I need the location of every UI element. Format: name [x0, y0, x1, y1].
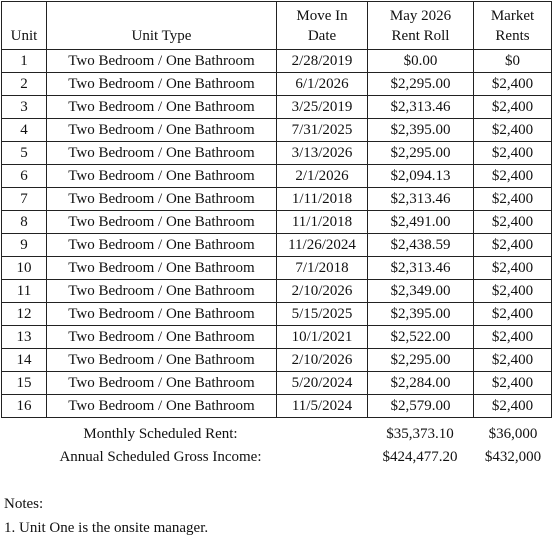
cell-unit: 2	[2, 73, 47, 96]
table-row	[2, 234, 552, 257]
cell-market-rent: $2,400	[474, 96, 552, 119]
header-rent-roll-line2: Rent Roll	[391, 27, 450, 44]
cell-unit: 12	[2, 303, 47, 326]
cell-unit: 6	[2, 165, 47, 188]
annual-market-total: $432,000	[484, 449, 542, 465]
cell-move-in-date: 2/1/2026	[277, 165, 368, 188]
summary-section	[0, 424, 552, 470]
cell-move-in-date: 5/20/2024	[277, 372, 368, 395]
cell-unit-type: Two Bedroom / One Bathroom	[47, 326, 277, 349]
cell-market-rent: $2,400	[474, 142, 552, 165]
table-row	[2, 303, 552, 326]
header-market-rents	[474, 2, 552, 50]
cell-unit-type: Two Bedroom / One Bathroom	[47, 188, 277, 211]
table-row	[2, 142, 552, 165]
cell-unit: 15	[2, 372, 47, 395]
cell-unit-type: Two Bedroom / One Bathroom	[47, 96, 277, 119]
annual-label: Annual Scheduled Gross Income:	[59, 449, 262, 465]
cell-market-rent: $2,400	[474, 349, 552, 372]
cell-rent-roll: $2,313.46	[368, 96, 474, 119]
notes-section	[4, 494, 208, 538]
cell-market-rent: $0	[474, 50, 552, 73]
notes-heading: Notes:	[4, 496, 44, 512]
table-row	[2, 372, 552, 395]
cell-market-rent: $2,400	[474, 234, 552, 257]
header-move-in-date	[277, 2, 368, 50]
monthly-market-total: $36,000	[488, 426, 538, 442]
header-move-in-line2: Date	[307, 27, 337, 44]
cell-market-rent: $2,400	[474, 73, 552, 96]
annual-rent-roll-total: $424,477.20	[382, 449, 458, 465]
monthly-rent-roll-total: $35,373.10	[386, 426, 454, 442]
header-rent-roll	[368, 2, 474, 50]
cell-rent-roll: $2,349.00	[368, 280, 474, 303]
cell-unit-type: Two Bedroom / One Bathroom	[47, 372, 277, 395]
cell-market-rent: $2,400	[474, 211, 552, 234]
cell-unit: 16	[2, 395, 47, 418]
cell-unit: 14	[2, 349, 47, 372]
cell-rent-roll: $2,284.00	[368, 372, 474, 395]
table-row	[2, 96, 552, 119]
cell-unit: 7	[2, 188, 47, 211]
cell-market-rent: $2,400	[474, 326, 552, 349]
cell-rent-roll: $0.00	[368, 50, 474, 73]
table-row	[2, 165, 552, 188]
cell-move-in-date: 11/26/2024	[277, 234, 368, 257]
table-row	[2, 280, 552, 303]
cell-unit-type: Two Bedroom / One Bathroom	[47, 280, 277, 303]
note-item: 1. Unit One is the onsite manager.	[4, 520, 209, 536]
cell-unit: 11	[2, 280, 47, 303]
cell-unit-type: Two Bedroom / One Bathroom	[47, 50, 277, 73]
table-row	[2, 211, 552, 234]
cell-unit-type: Two Bedroom / One Bathroom	[47, 119, 277, 142]
cell-move-in-date: 1/11/2018	[277, 188, 368, 211]
table-row	[2, 257, 552, 280]
cell-unit: 8	[2, 211, 47, 234]
cell-unit: 5	[2, 142, 47, 165]
cell-unit-type: Two Bedroom / One Bathroom	[47, 257, 277, 280]
cell-market-rent: $2,400	[474, 303, 552, 326]
table-row	[2, 326, 552, 349]
cell-move-in-date: 2/28/2019	[277, 50, 368, 73]
cell-rent-roll: $2,313.46	[368, 188, 474, 211]
cell-unit-type: Two Bedroom / One Bathroom	[47, 211, 277, 234]
cell-market-rent: $2,400	[474, 165, 552, 188]
cell-market-rent: $2,400	[474, 188, 552, 211]
cell-market-rent: $2,400	[474, 257, 552, 280]
cell-unit: 13	[2, 326, 47, 349]
cell-unit: 10	[2, 257, 47, 280]
cell-rent-roll: $2,094.13	[368, 165, 474, 188]
cell-rent-roll: $2,438.59	[368, 234, 474, 257]
cell-unit-type: Two Bedroom / One Bathroom	[47, 349, 277, 372]
cell-move-in-date: 7/1/2018	[277, 257, 368, 280]
header-rent-roll-line1: May 2026	[389, 7, 452, 24]
cell-unit: 9	[2, 234, 47, 257]
cell-unit-type: Two Bedroom / One Bathroom	[47, 142, 277, 165]
header-unit-type: Unit Type	[47, 2, 277, 50]
cell-unit-type: Two Bedroom / One Bathroom	[47, 165, 277, 188]
cell-unit: 4	[2, 119, 47, 142]
cell-move-in-date: 3/13/2026	[277, 142, 368, 165]
cell-move-in-date: 3/25/2019	[277, 96, 368, 119]
annual-gross-income-row	[0, 447, 552, 470]
cell-market-rent: $2,400	[474, 372, 552, 395]
cell-move-in-date: 2/10/2026	[277, 280, 368, 303]
cell-move-in-date: 7/31/2025	[277, 119, 368, 142]
cell-rent-roll: $2,295.00	[368, 349, 474, 372]
cell-market-rent: $2,400	[474, 280, 552, 303]
table-row	[2, 73, 552, 96]
table-header-row	[2, 2, 552, 50]
cell-rent-roll: $2,579.00	[368, 395, 474, 418]
cell-rent-roll: $2,295.00	[368, 73, 474, 96]
cell-rent-roll: $2,395.00	[368, 119, 474, 142]
cell-market-rent: $2,400	[474, 395, 552, 418]
table-row	[2, 188, 552, 211]
table-row	[2, 50, 552, 73]
cell-unit-type: Two Bedroom / One Bathroom	[47, 234, 277, 257]
cell-move-in-date: 2/10/2026	[277, 349, 368, 372]
rent-roll-table	[1, 1, 552, 418]
cell-rent-roll: $2,491.00	[368, 211, 474, 234]
cell-move-in-date: 11/5/2024	[277, 395, 368, 418]
header-market-line2: Rents	[495, 27, 530, 44]
cell-move-in-date: 10/1/2021	[277, 326, 368, 349]
monthly-label: Monthly Scheduled Rent:	[83, 426, 238, 442]
table-body	[2, 50, 552, 418]
cell-unit: 3	[2, 96, 47, 119]
cell-rent-roll: $2,395.00	[368, 303, 474, 326]
header-unit: Unit	[2, 2, 47, 50]
cell-move-in-date: 5/15/2025	[277, 303, 368, 326]
cell-market-rent: $2,400	[474, 119, 552, 142]
table-row	[2, 119, 552, 142]
cell-unit: 1	[2, 50, 47, 73]
header-move-in-line1: Move In	[296, 7, 348, 24]
cell-rent-roll: $2,295.00	[368, 142, 474, 165]
cell-rent-roll: $2,313.46	[368, 257, 474, 280]
header-market-line1: Market	[490, 7, 535, 24]
table-row	[2, 395, 552, 418]
cell-move-in-date: 11/1/2018	[277, 211, 368, 234]
monthly-scheduled-rent-row	[0, 424, 552, 447]
cell-rent-roll: $2,522.00	[368, 326, 474, 349]
cell-unit-type: Two Bedroom / One Bathroom	[47, 395, 277, 418]
cell-move-in-date: 6/1/2026	[277, 73, 368, 96]
cell-unit-type: Two Bedroom / One Bathroom	[47, 303, 277, 326]
cell-unit-type: Two Bedroom / One Bathroom	[47, 73, 277, 96]
table-row	[2, 349, 552, 372]
